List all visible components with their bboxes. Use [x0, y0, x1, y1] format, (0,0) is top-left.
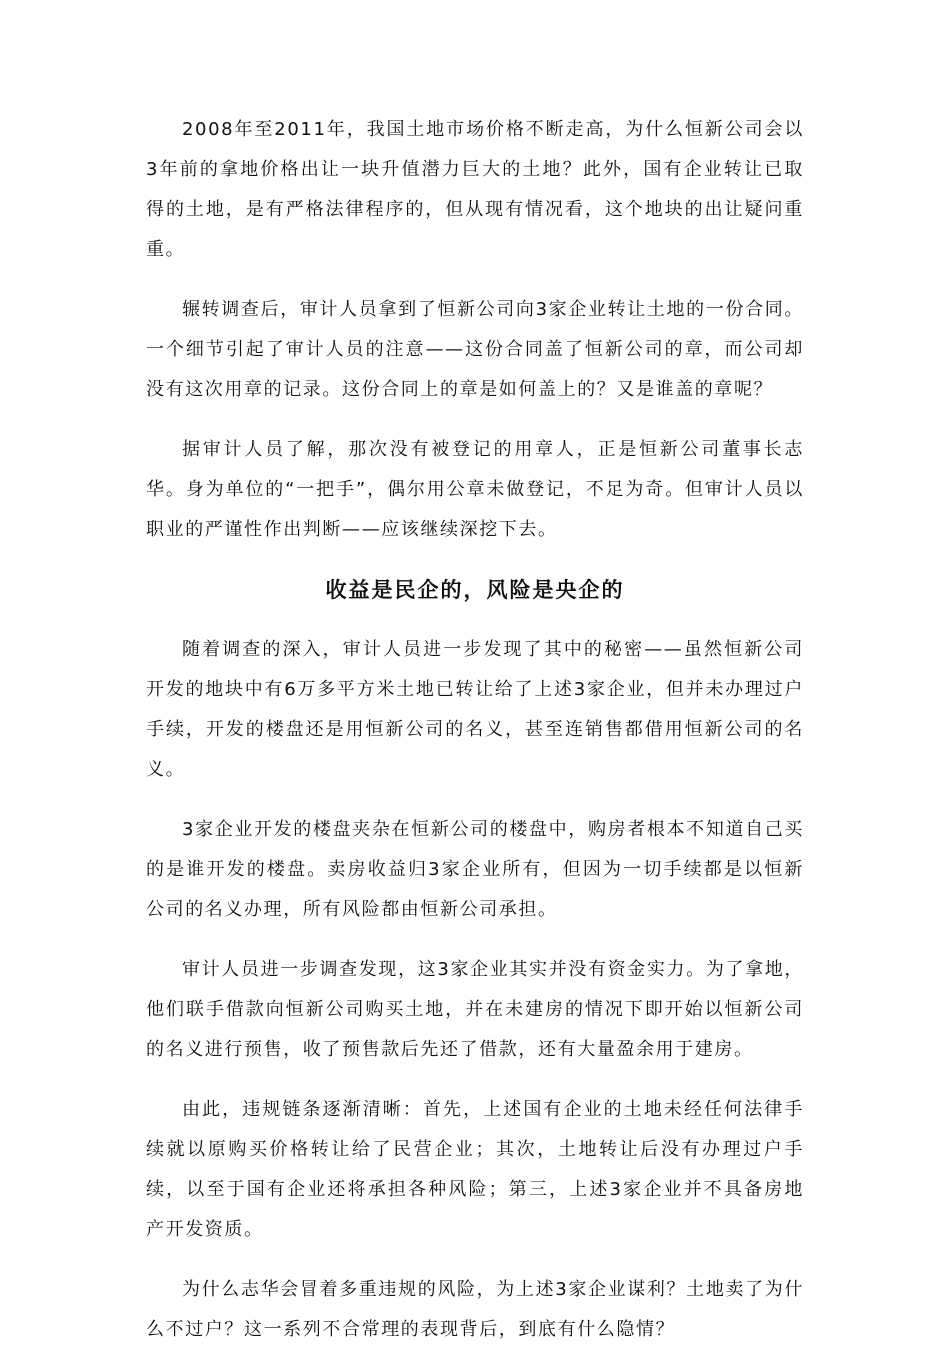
document-page	[146, 110, 804, 1370]
paragraph-4: 随着调查的深入，审计人员进一步发现了其中的秘密——虽然恒新公司开发的地块中有6万多平方米土地已转让给了上述3家企业，但并未办理过户手续，开发的楼盘还是用恒新公司的名义，甚至连销售都借用恒新公司的名义。	[146, 639, 804, 780]
paragraph-5: 3家企业开发的楼盘夹杂在恒新公司的楼盘中，购房者根本不知道自己买的是谁开发的楼盘。卖房收益归3家企业所有，但因为一切手续都是以恒新公司的名义办理，所有风险都由恒新公司承担。	[146, 819, 804, 920]
section-heading: 收益是民企的，风险是央企的	[325, 578, 625, 602]
paragraph-6: 审计人员进一步调查发现，这3家企业其实并没有资金实力。为了拿地，他们联手借款向恒新公司购买土地，并在未建房的情况下即开始以恒新公司的名义进行预售，收了预售款后先还了借款，还有大量盈余用于建房。	[146, 959, 804, 1060]
paragraph-8: 为什么志华会冒着多重违规的风险，为上述3家企业谋利？土地卖了为什么不过户？这一系列不合常理的表现背后，到底有什么隐情？	[146, 1279, 804, 1340]
paragraph-1: 2008年至2011年，我国土地市场价格不断走高，为什么恒新公司会以3年前的拿地价格出让一块升值潜力巨大的土地？此外，国有企业转让已取得的土地，是有严格法律程序的，但从现有情况看，这个地块的出让疑问重重。	[146, 119, 804, 260]
paragraph-3: 据审计人员了解，那次没有被登记的用章人，正是恒新公司董事长志华。身为单位的“一把手”，偶尔用公章未做登记，不足为奇。但审计人员以职业的严谨性作出判断——应该继续深挖下去。	[146, 439, 804, 540]
paragraph-2: 辗转调查后，审计人员拿到了恒新公司向3家企业转让土地的一份合同。一个细节引起了审计人员的注意——这份合同盖了恒新公司的章，而公司却没有这次用章的记录。这份合同上的章是如何盖上的？又是谁盖的章呢？	[146, 299, 804, 400]
paragraph-7: 由此，违规链条逐渐清晰：首先，上述国有企业的土地未经任何法律手续就以原购买价格转让给了民营企业；其次，土地转让后没有办理过户手续，以至于国有企业还将承担各种风险；第三，上述3家企业并不具备房地产开发资质。	[146, 1099, 804, 1240]
